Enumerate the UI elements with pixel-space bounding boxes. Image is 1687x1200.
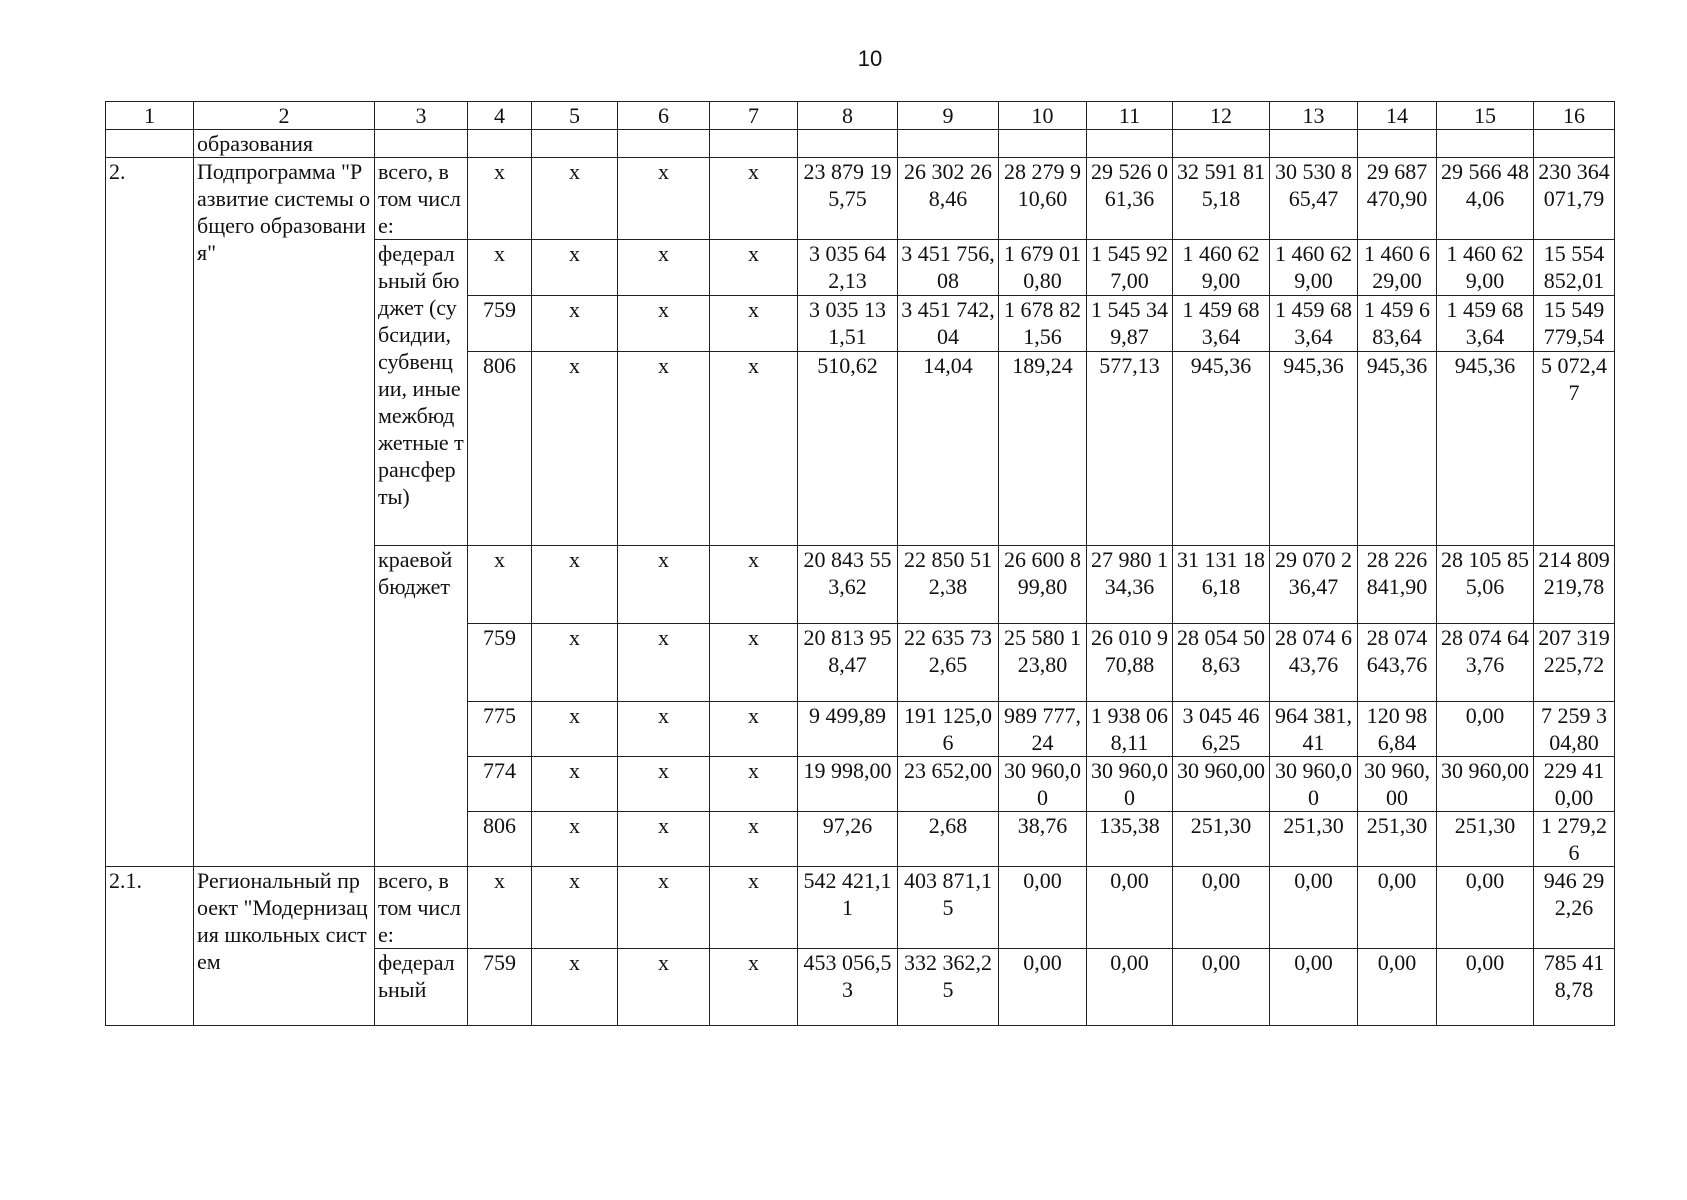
amount-cell: 29 687 470,90 (1358, 158, 1437, 240)
header-cell: 3 (375, 102, 468, 130)
amount-cell: 946 292,26 (1534, 867, 1615, 949)
funding-source: федеральный (375, 949, 468, 1026)
empty-cell (375, 130, 468, 158)
x-cell: х (710, 240, 798, 296)
amount-cell: 453 056,53 (798, 949, 898, 1026)
amount-cell: 20 843 553,62 (798, 546, 898, 624)
amount-cell: 0,00 (999, 867, 1087, 949)
amount-cell: 0,00 (1358, 867, 1437, 949)
x-cell: х (618, 296, 710, 352)
amount-cell: 945,36 (1173, 352, 1270, 546)
amount-cell: 2,68 (898, 812, 999, 867)
x-cell: х (618, 240, 710, 296)
header-cell: 12 (1173, 102, 1270, 130)
amount-cell: 989 777,24 (999, 702, 1087, 757)
budget-table (105, 101, 1615, 1026)
header-cell: 8 (798, 102, 898, 130)
amount-cell: 214 809 219,78 (1534, 546, 1615, 624)
x-cell: х (532, 702, 618, 757)
program-name-continuation: образования (194, 130, 375, 158)
amount-cell: 28 074 643,76 (1270, 624, 1358, 702)
header-cell: 15 (1437, 102, 1534, 130)
program-name: Подпрограмма "Развитие системы общего образования" (194, 158, 375, 867)
amount-cell: 15 549 779,54 (1534, 296, 1615, 352)
x-cell: х (710, 624, 798, 702)
code-cell: 806 (468, 352, 532, 546)
amount-cell: 30 960,00 (1173, 757, 1270, 812)
code-cell: х (468, 158, 532, 240)
amount-cell: 0,00 (1087, 867, 1173, 949)
code-cell: 759 (468, 624, 532, 702)
amount-cell: 22 850 512,38 (898, 546, 999, 624)
amount-cell: 29 566 484,06 (1437, 158, 1534, 240)
amount-cell: 135,38 (1087, 812, 1173, 867)
amount-cell: 32 591 815,18 (1173, 158, 1270, 240)
amount-cell: 0,00 (1173, 949, 1270, 1026)
amount-cell: 0,00 (1437, 867, 1534, 949)
amount-cell: 403 871,15 (898, 867, 999, 949)
amount-cell: 1 460 629,00 (1270, 240, 1358, 296)
amount-cell: 542 421,11 (798, 867, 898, 949)
x-cell: х (618, 702, 710, 757)
empty-cell (1087, 130, 1173, 158)
x-cell: х (618, 812, 710, 867)
amount-cell: 30 960,00 (1270, 757, 1358, 812)
amount-cell: 15 554 852,01 (1534, 240, 1615, 296)
x-cell: х (710, 867, 798, 949)
x-cell: х (532, 812, 618, 867)
x-cell: х (618, 757, 710, 812)
amount-cell: 332 362,25 (898, 949, 999, 1026)
amount-cell: 229 410,00 (1534, 757, 1615, 812)
empty-cell (1437, 130, 1534, 158)
header-cell: 9 (898, 102, 999, 130)
x-cell: х (710, 949, 798, 1026)
empty-cell (106, 130, 194, 158)
amount-cell: 207 319 225,72 (1534, 624, 1615, 702)
amount-cell: 1 460 629,00 (1358, 240, 1437, 296)
amount-cell: 9 499,89 (798, 702, 898, 757)
header-cell: 10 (999, 102, 1087, 130)
amount-cell: 1 545 927,00 (1087, 240, 1173, 296)
funding-source: всего, в том числе: (375, 158, 468, 240)
header-cell: 2 (194, 102, 375, 130)
header-cell: 14 (1358, 102, 1437, 130)
amount-cell: 26 010 970,88 (1087, 624, 1173, 702)
amount-cell: 23 652,00 (898, 757, 999, 812)
amount-cell: 30 960,00 (999, 757, 1087, 812)
amount-cell: 30 530 865,47 (1270, 158, 1358, 240)
amount-cell: 28 105 855,06 (1437, 546, 1534, 624)
code-cell: 775 (468, 702, 532, 757)
x-cell: х (532, 949, 618, 1026)
empty-cell (999, 130, 1087, 158)
x-cell: х (532, 296, 618, 352)
amount-cell: 1 679 010,80 (999, 240, 1087, 296)
header-cell: 1 (106, 102, 194, 130)
amount-cell: 30 960,00 (1087, 757, 1173, 812)
x-cell: х (710, 757, 798, 812)
amount-cell: 251,30 (1173, 812, 1270, 867)
amount-cell: 25 580 123,80 (999, 624, 1087, 702)
x-cell: х (618, 949, 710, 1026)
x-cell: х (710, 702, 798, 757)
amount-cell: 28 226 841,90 (1358, 546, 1437, 624)
amount-cell: 1 678 821,56 (999, 296, 1087, 352)
amount-cell: 28 074 643,76 (1358, 624, 1437, 702)
amount-cell: 1 459 683,64 (1173, 296, 1270, 352)
code-cell: х (468, 240, 532, 296)
empty-cell (710, 130, 798, 158)
header-cell: 13 (1270, 102, 1358, 130)
x-cell: х (710, 352, 798, 546)
amount-cell: 0,00 (999, 949, 1087, 1026)
page-number: 10 (857, 46, 883, 71)
amount-cell: 26 302 268,46 (898, 158, 999, 240)
amount-cell: 945,36 (1358, 352, 1437, 546)
x-cell: х (710, 158, 798, 240)
amount-cell: 30 960,00 (1437, 757, 1534, 812)
row-number: 2.1. (106, 867, 194, 1026)
table-row (106, 158, 1615, 240)
header-cell: 11 (1087, 102, 1173, 130)
amount-cell: 38,76 (999, 812, 1087, 867)
x-cell: х (710, 812, 798, 867)
amount-cell: 251,30 (1437, 812, 1534, 867)
x-cell: х (532, 352, 618, 546)
amount-cell: 28 279 910,60 (999, 158, 1087, 240)
amount-cell: 964 381,41 (1270, 702, 1358, 757)
x-cell: х (710, 546, 798, 624)
amount-cell: 191 125,06 (898, 702, 999, 757)
amount-cell: 3 035 131,51 (798, 296, 898, 352)
amount-cell: 29 526 061,36 (1087, 158, 1173, 240)
table-row (106, 867, 1615, 949)
amount-cell: 0,00 (1087, 949, 1173, 1026)
funding-source: всего, в том числе: (375, 867, 468, 949)
amount-cell: 28 074 643,76 (1437, 624, 1534, 702)
amount-cell: 510,62 (798, 352, 898, 546)
continuation-row (106, 130, 1615, 158)
amount-cell: 5 072,47 (1534, 352, 1615, 546)
x-cell: х (618, 624, 710, 702)
code-cell: 774 (468, 757, 532, 812)
amount-cell: 1 460 629,00 (1437, 240, 1534, 296)
amount-cell: 3 035 642,13 (798, 240, 898, 296)
amount-cell: 31 131 186,18 (1173, 546, 1270, 624)
x-cell: х (618, 158, 710, 240)
empty-cell (1270, 130, 1358, 158)
amount-cell: 97,26 (798, 812, 898, 867)
amount-cell: 20 813 958,47 (798, 624, 898, 702)
amount-cell: 785 418,78 (1534, 949, 1615, 1026)
amount-cell: 0,00 (1270, 867, 1358, 949)
empty-cell (898, 130, 999, 158)
row-number: 2. (106, 158, 194, 867)
header-row (106, 102, 1615, 130)
code-cell: х (468, 867, 532, 949)
amount-cell: 0,00 (1437, 949, 1534, 1026)
funding-source: краевой бюджет (375, 546, 468, 867)
amount-cell: 1 545 349,87 (1087, 296, 1173, 352)
amount-cell: 1 459 683,64 (1358, 296, 1437, 352)
amount-cell: 0,00 (1270, 949, 1358, 1026)
amount-cell: 0,00 (1358, 949, 1437, 1026)
header-cell: 6 (618, 102, 710, 130)
amount-cell: 3 451 742,04 (898, 296, 999, 352)
amount-cell: 7 259 304,80 (1534, 702, 1615, 757)
amount-cell: 26 600 899,80 (999, 546, 1087, 624)
amount-cell: 577,13 (1087, 352, 1173, 546)
amount-cell: 29 070 236,47 (1270, 546, 1358, 624)
amount-cell: 945,36 (1437, 352, 1534, 546)
x-cell: х (532, 158, 618, 240)
amount-cell: 14,04 (898, 352, 999, 546)
amount-cell: 3 451 756,08 (898, 240, 999, 296)
code-cell: 759 (468, 296, 532, 352)
empty-cell (468, 130, 532, 158)
x-cell: х (532, 757, 618, 812)
amount-cell: 945,36 (1270, 352, 1358, 546)
amount-cell: 22 635 732,65 (898, 624, 999, 702)
amount-cell: 28 054 508,63 (1173, 624, 1270, 702)
amount-cell: 1 938 068,11 (1087, 702, 1173, 757)
amount-cell: 27 980 134,36 (1087, 546, 1173, 624)
empty-cell (798, 130, 898, 158)
empty-cell (1358, 130, 1437, 158)
amount-cell: 0,00 (1173, 867, 1270, 949)
header-cell: 5 (532, 102, 618, 130)
amount-cell: 189,24 (999, 352, 1087, 546)
x-cell: х (532, 867, 618, 949)
amount-cell: 3 045 466,25 (1173, 702, 1270, 757)
amount-cell: 0,00 (1437, 702, 1534, 757)
amount-cell: 1 459 683,64 (1437, 296, 1534, 352)
funding-source: федеральный бюджет (субсидии, субвенции, иные межбюджетные трансферты) (375, 240, 468, 546)
code-cell: 806 (468, 812, 532, 867)
amount-cell: 19 998,00 (798, 757, 898, 812)
empty-cell (532, 130, 618, 158)
empty-cell (1173, 130, 1270, 158)
x-cell: х (532, 546, 618, 624)
header-cell: 4 (468, 102, 532, 130)
x-cell: х (618, 867, 710, 949)
amount-cell: 230 364 071,79 (1534, 158, 1615, 240)
amount-cell: 120 986,84 (1358, 702, 1437, 757)
empty-cell (1534, 130, 1615, 158)
x-cell: х (618, 546, 710, 624)
x-cell: х (618, 352, 710, 546)
amount-cell: 1 459 683,64 (1270, 296, 1358, 352)
amount-cell: 30 960,00 (1358, 757, 1437, 812)
code-cell: х (468, 546, 532, 624)
empty-cell (618, 130, 710, 158)
amount-cell: 23 879 195,75 (798, 158, 898, 240)
header-cell: 16 (1534, 102, 1615, 130)
amount-cell: 1 460 629,00 (1173, 240, 1270, 296)
x-cell: х (710, 296, 798, 352)
amount-cell: 251,30 (1358, 812, 1437, 867)
program-name: Региональный проект "Модернизация школьных систем (194, 867, 375, 1026)
code-cell: 759 (468, 949, 532, 1026)
amount-cell: 251,30 (1270, 812, 1358, 867)
header-cell: 7 (710, 102, 798, 130)
x-cell: х (532, 240, 618, 296)
x-cell: х (532, 624, 618, 702)
amount-cell: 1 279,26 (1534, 812, 1615, 867)
